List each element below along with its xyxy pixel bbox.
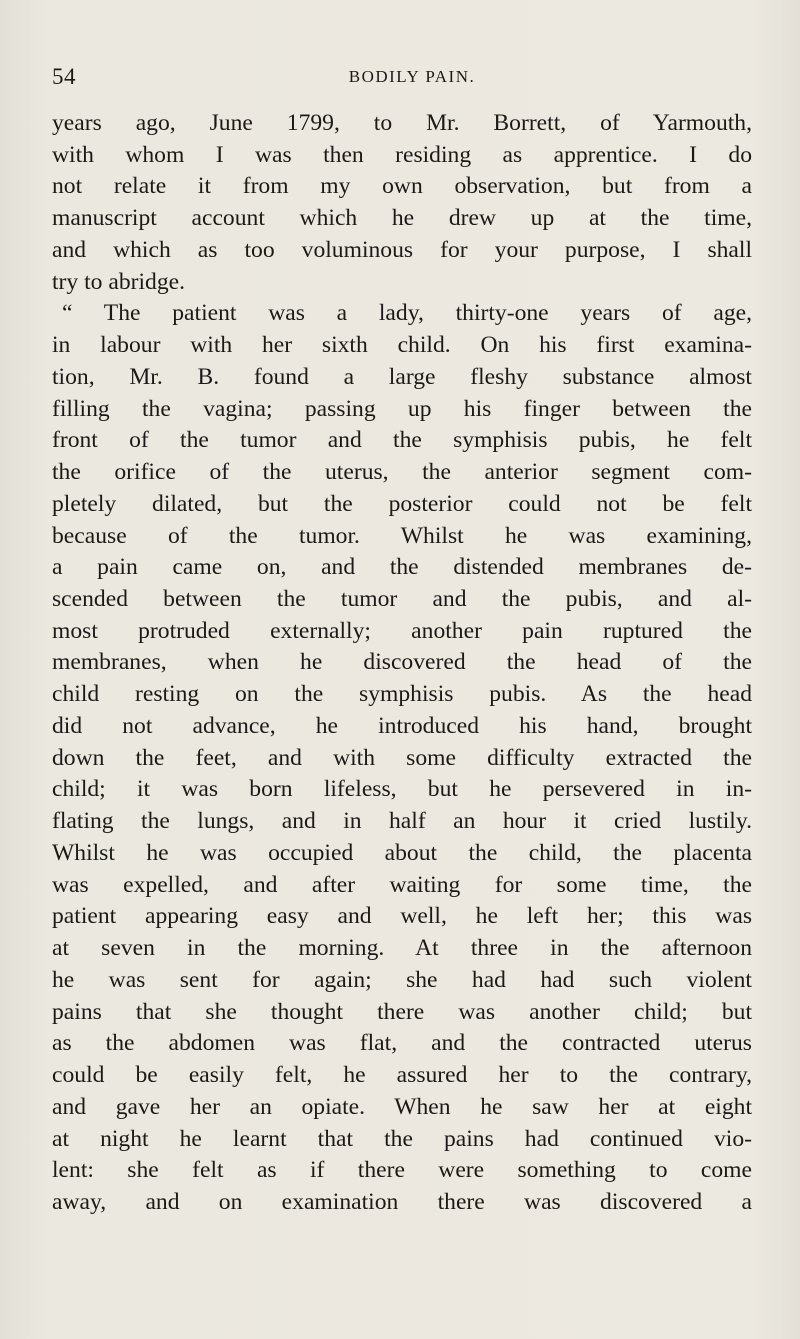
text-line: flating the lungs, and in half an hour it cried lustily. bbox=[52, 808, 752, 835]
text-line: pains that she thought there was another child; but bbox=[52, 998, 752, 1025]
text-line: “ The patient was a lady, thirty-one years of age, bbox=[62, 300, 752, 327]
text-line: did not advance, he introduced his hand, brought bbox=[52, 712, 752, 739]
text-line: in labour with her sixth child. On his first examina- bbox=[52, 332, 752, 359]
text-line: not relate it from my own observation, but from a bbox=[52, 173, 752, 200]
text-line: most protruded externally; another pain ruptured the bbox=[52, 617, 752, 644]
text-line: pletely dilated, but the posterior could not be felt bbox=[52, 490, 752, 517]
text-line: at seven in the morning. At three in the afternoon bbox=[52, 935, 752, 962]
page-header bbox=[52, 62, 752, 96]
text-line: could be easily felt, he assured her to the contrary, bbox=[52, 1062, 752, 1089]
text-line: the orifice of the uterus, the anterior segment com- bbox=[52, 459, 752, 486]
text-line: with whom I was then residing as apprentice. I do bbox=[52, 141, 752, 168]
body-text bbox=[52, 108, 752, 1219]
text-line: try to abridge. bbox=[52, 268, 186, 295]
text-line: a pain came on, and the distended membranes de- bbox=[52, 554, 752, 581]
text-line: away, and on examination there was discovered a bbox=[52, 1188, 752, 1215]
text-line: because of the tumor. Whilst he was examining, bbox=[52, 522, 752, 549]
text-line: down the feet, and with some difficulty extracted the bbox=[52, 744, 752, 771]
text-line: lent: she felt as if there were something to come bbox=[52, 1157, 752, 1184]
text-line: front of the tumor and the symphisis pubis, he felt bbox=[52, 427, 752, 454]
text-line: and which as too voluminous for your purpose, I shall bbox=[52, 236, 752, 263]
page-number: 54 bbox=[52, 64, 76, 89]
text-line: child resting on the symphisis pubis. As the head bbox=[52, 681, 752, 708]
text-line: was expelled, and after waiting for some time, the bbox=[52, 871, 752, 898]
running-head: BODILY PAIN. bbox=[348, 67, 476, 86]
text-line: tion, Mr. B. found a large fleshy substance almost bbox=[52, 363, 752, 390]
text-line: patient appearing easy and well, he left her; this was bbox=[52, 903, 752, 930]
text-line: membranes, when he discovered the head of the bbox=[52, 649, 752, 676]
text-line: filling the vagina; passing up his finger between the bbox=[52, 395, 752, 422]
text-line: years ago, June 1799, to Mr. Borrett, of Yarmouth, bbox=[52, 110, 752, 136]
text-line: and gave her an opiate. When he saw her at eight bbox=[52, 1093, 752, 1120]
text-line: at night he learnt that the pains had continued vio- bbox=[52, 1125, 752, 1152]
text-line: Whilst he was occupied about the child, the placenta bbox=[52, 839, 752, 866]
text-line: scended between the tumor and the pubis, and al- bbox=[52, 586, 752, 613]
text-line: child; it was born lifeless, but he persevered in in- bbox=[52, 776, 752, 803]
text-line: he was sent for again; she had had such violent bbox=[52, 966, 752, 993]
text-line: manuscript account which he drew up at the time, bbox=[52, 205, 752, 232]
text-line: as the abdomen was flat, and the contracted uterus bbox=[52, 1030, 752, 1057]
